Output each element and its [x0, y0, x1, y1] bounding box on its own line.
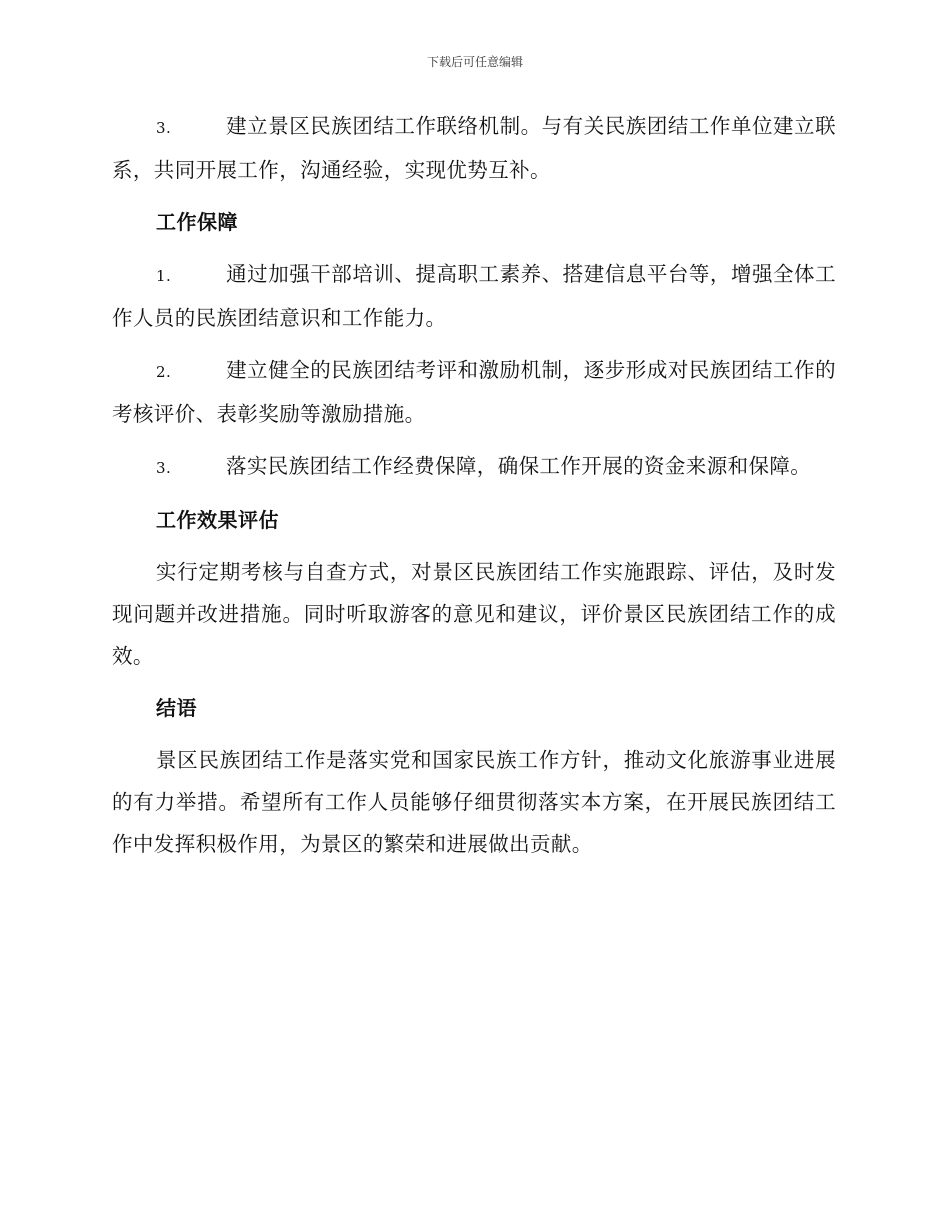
list-text: 建立健全的民族团结考评和激励机制，逐步形成对民族团结工作的考核评价、表彰奖励等激励措施。 — [112, 358, 836, 426]
list-number: 3. — [156, 459, 172, 477]
list-item — [112, 105, 836, 191]
evaluation-paragraph: 实行定期考核与自查方式，对景区民族团结工作实施跟踪、评估，及时发现问题并改进措施。同时听取游客的意见和建议，评价景区民族团结工作的成效。 — [112, 560, 836, 668]
section-heading-guarantee: 工作保障 — [156, 210, 238, 234]
section-heading-evaluation: 工作效果评估 — [156, 508, 279, 532]
conclusion-paragraph: 景区民族团结工作是落实党和国家民族工作方针，推动文化旅游事业进展的有力举措。希望所有工作人员能够仔细贯彻落实本方案，在开展民族团结工作中发挥积极作用，为景区的繁荣和进展做出贡献。 — [112, 748, 836, 856]
document-body — [112, 105, 836, 875]
section-heading-conclusion: 结语 — [156, 696, 197, 720]
list-item — [112, 349, 836, 435]
list-text: 建立景区民族团结工作联络机制。与有关民族团结工作单位建立联系，共同开展工作，沟通经验，实现优势互补。 — [112, 114, 836, 182]
list-item — [112, 445, 836, 489]
list-number: 2. — [156, 363, 172, 381]
list-text: 通过加强干部培训、提高职工素养、搭建信息平台等，增强全体工作人员的民族团结意识和工作能力。 — [112, 262, 836, 330]
page-header: 下载后可任意编辑 — [426, 55, 523, 69]
list-number: 1. — [156, 267, 172, 285]
list-text: 落实民族团结工作经费保障，确保工作开展的资金来源和保障。 — [226, 454, 812, 478]
list-number: 3. — [156, 119, 172, 137]
list-item — [112, 253, 836, 339]
